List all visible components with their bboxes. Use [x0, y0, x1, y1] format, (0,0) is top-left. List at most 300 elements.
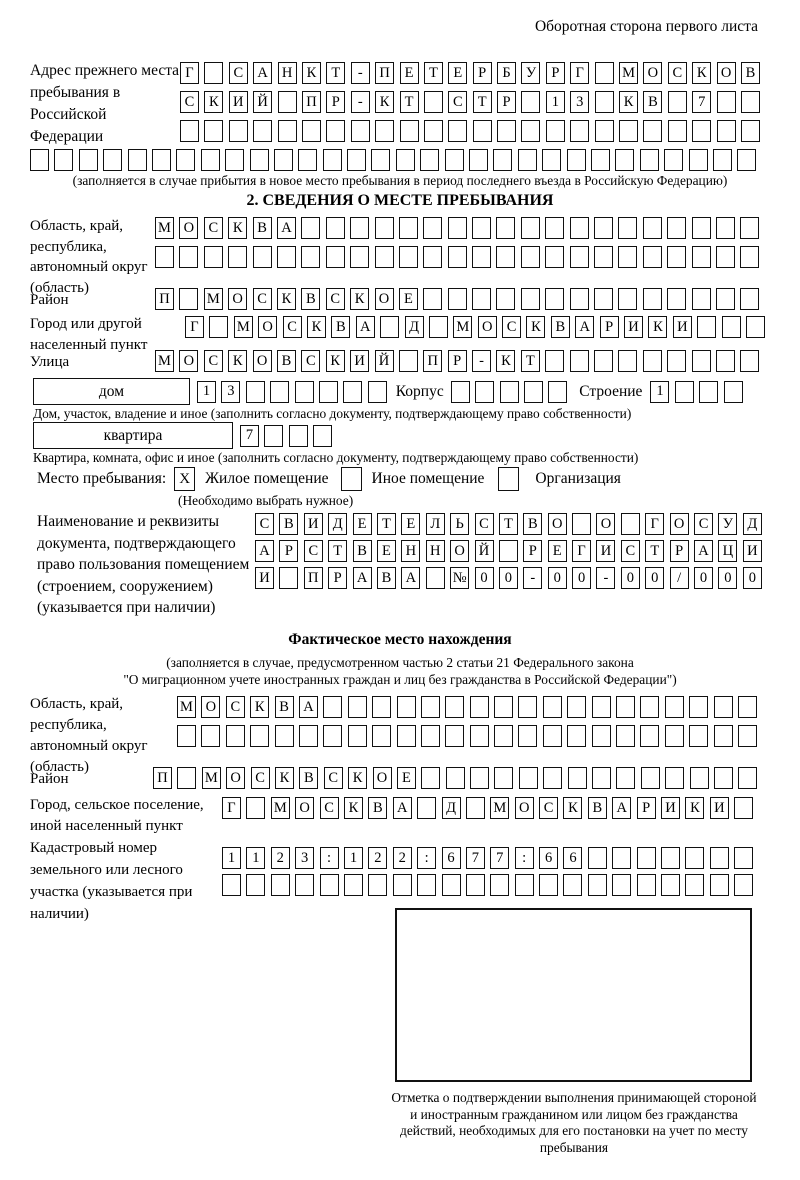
char-cell[interactable]	[103, 149, 122, 171]
char-cell[interactable]	[714, 725, 733, 747]
char-cell[interactable]	[692, 288, 711, 310]
char-cell[interactable]: С	[475, 513, 494, 535]
char-cell[interactable]	[594, 350, 613, 372]
char-cell[interactable]: О	[201, 696, 220, 718]
char-cell[interactable]	[204, 62, 223, 84]
char-cell[interactable]: Р	[279, 540, 298, 562]
char-cell[interactable]	[685, 847, 704, 869]
char-cell[interactable]	[640, 696, 659, 718]
char-cell[interactable]: К	[250, 696, 269, 718]
char-cell[interactable]	[500, 381, 519, 403]
char-cell[interactable]: Т	[400, 91, 419, 113]
char-cell[interactable]	[201, 725, 220, 747]
char-cell[interactable]: М	[453, 316, 472, 338]
char-cell[interactable]: 0	[475, 567, 494, 589]
char-cell[interactable]: В	[275, 696, 294, 718]
char-cell[interactable]	[344, 874, 363, 896]
char-cell[interactable]: М	[202, 767, 221, 789]
char-cell[interactable]: В	[299, 767, 318, 789]
char-cell[interactable]	[543, 725, 562, 747]
char-cell[interactable]	[667, 217, 686, 239]
char-cell[interactable]	[473, 120, 492, 142]
char-cell[interactable]	[563, 874, 582, 896]
char-cell[interactable]: А	[353, 567, 372, 589]
char-cell[interactable]	[724, 381, 743, 403]
char-cell[interactable]	[470, 696, 489, 718]
char-cell[interactable]: 2	[393, 847, 412, 869]
char-cell[interactable]	[424, 91, 443, 113]
char-cell[interactable]	[397, 725, 416, 747]
char-cell[interactable]	[180, 120, 199, 142]
char-cell[interactable]	[313, 425, 332, 447]
char-cell[interactable]	[612, 874, 631, 896]
char-cell[interactable]	[299, 725, 318, 747]
char-cell[interactable]: Р	[637, 797, 656, 819]
char-cell[interactable]	[380, 316, 399, 338]
char-cell[interactable]: К	[228, 217, 247, 239]
char-cell[interactable]	[570, 120, 589, 142]
char-cell[interactable]: М	[619, 62, 638, 84]
stay-type-organization-checkbox[interactable]	[498, 467, 519, 491]
char-cell[interactable]	[710, 847, 729, 869]
char-cell[interactable]: С	[226, 696, 245, 718]
char-cell[interactable]	[326, 217, 345, 239]
char-cell[interactable]	[228, 246, 247, 268]
char-cell[interactable]	[667, 288, 686, 310]
char-cell[interactable]	[209, 316, 228, 338]
char-cell[interactable]	[472, 288, 491, 310]
char-cell[interactable]	[424, 120, 443, 142]
char-cell[interactable]	[690, 767, 709, 789]
char-cell[interactable]	[445, 149, 464, 171]
char-cell[interactable]: С	[255, 513, 274, 535]
char-cell[interactable]	[246, 381, 265, 403]
char-cell[interactable]: Д	[743, 513, 762, 535]
char-cell[interactable]: У	[521, 62, 540, 84]
char-cell[interactable]	[746, 316, 765, 338]
char-cell[interactable]	[592, 696, 611, 718]
char-cell[interactable]: О	[548, 513, 567, 535]
char-cell[interactable]	[692, 120, 711, 142]
char-cell[interactable]	[490, 874, 509, 896]
char-cell[interactable]: С	[180, 91, 199, 113]
char-cell[interactable]: И	[304, 513, 323, 535]
char-cell[interactable]: К	[685, 797, 704, 819]
char-cell[interactable]: 0	[572, 567, 591, 589]
char-cell[interactable]	[713, 149, 732, 171]
char-cell[interactable]: :	[515, 847, 534, 869]
char-cell[interactable]: И	[743, 540, 762, 562]
char-cell[interactable]: И	[255, 567, 274, 589]
char-cell[interactable]: С	[204, 217, 223, 239]
char-cell[interactable]: К	[692, 62, 711, 84]
char-cell[interactable]: О	[515, 797, 534, 819]
char-cell[interactable]: Е	[448, 62, 467, 84]
char-cell[interactable]	[570, 350, 589, 372]
char-cell[interactable]	[545, 246, 564, 268]
char-cell[interactable]	[279, 567, 298, 589]
char-cell[interactable]: М	[490, 797, 509, 819]
char-cell[interactable]	[737, 149, 756, 171]
char-cell[interactable]	[618, 246, 637, 268]
char-cell[interactable]	[539, 874, 558, 896]
char-cell[interactable]	[421, 725, 440, 747]
char-cell[interactable]	[128, 149, 147, 171]
char-cell[interactable]: В	[377, 567, 396, 589]
char-cell[interactable]: О	[643, 62, 662, 84]
char-cell[interactable]	[741, 120, 760, 142]
char-cell[interactable]	[396, 149, 415, 171]
char-cell[interactable]: -	[472, 350, 491, 372]
char-cell[interactable]	[524, 381, 543, 403]
char-cell[interactable]: Д	[405, 316, 424, 338]
char-cell[interactable]	[618, 288, 637, 310]
char-cell[interactable]: О	[478, 316, 497, 338]
char-cell[interactable]: Т	[645, 540, 664, 562]
char-cell[interactable]: 0	[499, 567, 518, 589]
char-cell[interactable]: И	[673, 316, 692, 338]
char-cell[interactable]	[493, 149, 512, 171]
char-cell[interactable]: М	[234, 316, 253, 338]
char-cell[interactable]: И	[596, 540, 615, 562]
char-cell[interactable]	[665, 767, 684, 789]
char-cell[interactable]: Е	[377, 540, 396, 562]
char-cell[interactable]: О	[717, 62, 736, 84]
char-cell[interactable]: А	[277, 217, 296, 239]
char-cell[interactable]: 2	[271, 847, 290, 869]
char-cell[interactable]: Д	[442, 797, 461, 819]
char-cell[interactable]: И	[229, 91, 248, 113]
char-cell[interactable]	[616, 767, 635, 789]
char-cell[interactable]	[570, 217, 589, 239]
char-cell[interactable]	[661, 874, 680, 896]
char-cell[interactable]: С	[326, 288, 345, 310]
char-cell[interactable]	[277, 246, 296, 268]
char-cell[interactable]	[618, 350, 637, 372]
char-cell[interactable]	[543, 767, 562, 789]
char-cell[interactable]	[545, 217, 564, 239]
char-cell[interactable]	[615, 149, 634, 171]
char-cell[interactable]: О	[375, 288, 394, 310]
char-cell[interactable]: К	[563, 797, 582, 819]
char-cell[interactable]: :	[320, 847, 339, 869]
char-cell[interactable]	[612, 847, 631, 869]
char-cell[interactable]: М	[155, 350, 174, 372]
char-cell[interactable]: С	[694, 513, 713, 535]
char-cell[interactable]	[417, 874, 436, 896]
char-cell[interactable]: Г	[645, 513, 664, 535]
char-cell[interactable]: А	[694, 540, 713, 562]
char-cell[interactable]	[542, 149, 561, 171]
char-cell[interactable]: 7	[692, 91, 711, 113]
char-cell[interactable]: Б	[497, 62, 516, 84]
char-cell[interactable]: О	[373, 767, 392, 789]
char-cell[interactable]	[30, 149, 49, 171]
char-cell[interactable]: Н	[401, 540, 420, 562]
char-cell[interactable]: Т	[328, 540, 347, 562]
char-cell[interactable]	[548, 381, 567, 403]
char-cell[interactable]: Е	[353, 513, 372, 535]
char-cell[interactable]	[643, 288, 662, 310]
char-cell[interactable]: М	[177, 696, 196, 718]
char-cell[interactable]: А	[401, 567, 420, 589]
char-cell[interactable]: В	[551, 316, 570, 338]
char-cell[interactable]	[350, 217, 369, 239]
char-cell[interactable]: И	[710, 797, 729, 819]
char-cell[interactable]	[496, 217, 515, 239]
char-cell[interactable]	[442, 874, 461, 896]
char-cell[interactable]: О	[295, 797, 314, 819]
char-cell[interactable]: В	[588, 797, 607, 819]
char-cell[interactable]: П	[155, 288, 174, 310]
char-cell[interactable]	[545, 350, 564, 372]
char-cell[interactable]	[740, 350, 759, 372]
char-cell[interactable]: Е	[548, 540, 567, 562]
char-cell[interactable]: Р	[670, 540, 689, 562]
char-cell[interactable]: С	[539, 797, 558, 819]
char-cell[interactable]: К	[302, 62, 321, 84]
char-cell[interactable]	[594, 217, 613, 239]
char-cell[interactable]	[400, 120, 419, 142]
char-cell[interactable]	[301, 217, 320, 239]
char-cell[interactable]	[714, 696, 733, 718]
char-cell[interactable]: В	[523, 513, 542, 535]
char-cell[interactable]	[271, 874, 290, 896]
char-cell[interactable]: К	[619, 91, 638, 113]
char-cell[interactable]: Т	[521, 350, 540, 372]
char-cell[interactable]	[79, 149, 98, 171]
char-cell[interactable]: О	[228, 288, 247, 310]
char-cell[interactable]: 1	[650, 381, 669, 403]
char-cell[interactable]: Н	[278, 62, 297, 84]
char-cell[interactable]	[420, 149, 439, 171]
char-cell[interactable]	[595, 62, 614, 84]
char-cell[interactable]: 1	[197, 381, 216, 403]
char-cell[interactable]: И	[661, 797, 680, 819]
char-cell[interactable]: Е	[399, 288, 418, 310]
char-cell[interactable]	[643, 217, 662, 239]
char-cell[interactable]	[592, 725, 611, 747]
char-cell[interactable]	[397, 696, 416, 718]
char-cell[interactable]: Е	[400, 62, 419, 84]
char-cell[interactable]: -	[596, 567, 615, 589]
char-cell[interactable]: С	[304, 540, 323, 562]
char-cell[interactable]	[301, 246, 320, 268]
char-cell[interactable]	[152, 149, 171, 171]
char-cell[interactable]	[734, 847, 753, 869]
char-cell[interactable]	[399, 217, 418, 239]
char-cell[interactable]: С	[253, 288, 272, 310]
char-cell[interactable]	[448, 120, 467, 142]
char-cell[interactable]	[567, 149, 586, 171]
char-cell[interactable]	[421, 696, 440, 718]
char-cell[interactable]: П	[153, 767, 172, 789]
char-cell[interactable]	[323, 149, 342, 171]
char-cell[interactable]	[717, 91, 736, 113]
char-cell[interactable]	[716, 350, 735, 372]
char-cell[interactable]: К	[350, 288, 369, 310]
char-cell[interactable]	[664, 149, 683, 171]
char-cell[interactable]: Й	[375, 350, 394, 372]
char-cell[interactable]	[521, 120, 540, 142]
char-cell[interactable]: К	[326, 350, 345, 372]
char-cell[interactable]: О	[179, 217, 198, 239]
char-cell[interactable]	[368, 874, 387, 896]
char-cell[interactable]	[572, 513, 591, 535]
char-cell[interactable]	[591, 149, 610, 171]
char-cell[interactable]: Н	[426, 540, 445, 562]
char-cell[interactable]	[734, 874, 753, 896]
char-cell[interactable]	[637, 874, 656, 896]
char-cell[interactable]: А	[356, 316, 375, 338]
char-cell[interactable]	[570, 288, 589, 310]
char-cell[interactable]: М	[271, 797, 290, 819]
char-cell[interactable]	[717, 120, 736, 142]
char-cell[interactable]: Р	[328, 567, 347, 589]
char-cell[interactable]	[229, 120, 248, 142]
char-cell[interactable]: В	[741, 62, 760, 84]
char-cell[interactable]	[323, 696, 342, 718]
char-cell[interactable]: А	[299, 696, 318, 718]
char-cell[interactable]	[253, 120, 272, 142]
char-cell[interactable]	[469, 149, 488, 171]
char-cell[interactable]	[278, 91, 297, 113]
char-cell[interactable]: 0	[548, 567, 567, 589]
char-cell[interactable]	[176, 149, 195, 171]
char-cell[interactable]	[640, 149, 659, 171]
char-cell[interactable]: Ь	[450, 513, 469, 535]
char-cell[interactable]	[710, 874, 729, 896]
char-cell[interactable]	[716, 246, 735, 268]
char-cell[interactable]: Й	[475, 540, 494, 562]
char-cell[interactable]: В	[253, 217, 272, 239]
char-cell[interactable]	[497, 120, 516, 142]
char-cell[interactable]	[246, 874, 265, 896]
char-cell[interactable]	[351, 120, 370, 142]
char-cell[interactable]	[697, 316, 716, 338]
char-cell[interactable]	[347, 149, 366, 171]
char-cell[interactable]	[295, 874, 314, 896]
char-cell[interactable]	[714, 767, 733, 789]
char-cell[interactable]	[448, 217, 467, 239]
char-cell[interactable]	[204, 246, 223, 268]
char-cell[interactable]: 7	[490, 847, 509, 869]
char-cell[interactable]: К	[204, 91, 223, 113]
char-cell[interactable]: К	[277, 288, 296, 310]
char-cell[interactable]	[567, 725, 586, 747]
char-cell[interactable]: А	[575, 316, 594, 338]
char-cell[interactable]	[519, 767, 538, 789]
char-cell[interactable]	[326, 246, 345, 268]
char-cell[interactable]	[515, 874, 534, 896]
char-cell[interactable]: Р	[497, 91, 516, 113]
char-cell[interactable]: 1	[546, 91, 565, 113]
char-cell[interactable]: В	[331, 316, 350, 338]
char-cell[interactable]: С	[301, 350, 320, 372]
char-cell[interactable]	[399, 246, 418, 268]
char-cell[interactable]: Т	[473, 91, 492, 113]
char-cell[interactable]: Г	[185, 316, 204, 338]
char-cell[interactable]: Е	[401, 513, 420, 535]
char-cell[interactable]	[496, 288, 515, 310]
char-cell[interactable]: К	[275, 767, 294, 789]
char-cell[interactable]: К	[348, 767, 367, 789]
char-cell[interactable]	[546, 120, 565, 142]
char-cell[interactable]: 3	[570, 91, 589, 113]
char-cell[interactable]: Р	[326, 91, 345, 113]
char-cell[interactable]: С	[621, 540, 640, 562]
char-cell[interactable]	[699, 381, 718, 403]
char-cell[interactable]	[204, 120, 223, 142]
char-cell[interactable]	[298, 149, 317, 171]
char-cell[interactable]	[275, 725, 294, 747]
char-cell[interactable]	[155, 246, 174, 268]
char-cell[interactable]: С	[229, 62, 248, 84]
char-cell[interactable]: Р	[546, 62, 565, 84]
char-cell[interactable]	[661, 847, 680, 869]
char-cell[interactable]: О	[450, 540, 469, 562]
char-cell[interactable]	[472, 246, 491, 268]
char-cell[interactable]	[323, 725, 342, 747]
char-cell[interactable]	[426, 567, 445, 589]
char-cell[interactable]	[302, 120, 321, 142]
char-cell[interactable]	[295, 381, 314, 403]
char-cell[interactable]: -	[351, 62, 370, 84]
char-cell[interactable]	[545, 288, 564, 310]
char-cell[interactable]: К	[307, 316, 326, 338]
char-cell[interactable]: С	[251, 767, 270, 789]
char-cell[interactable]: Т	[326, 62, 345, 84]
char-cell[interactable]: Л	[426, 513, 445, 535]
char-cell[interactable]: №	[450, 567, 469, 589]
char-cell[interactable]: 6	[442, 847, 461, 869]
char-cell[interactable]	[685, 874, 704, 896]
char-cell[interactable]: Г	[570, 62, 589, 84]
char-cell[interactable]	[643, 120, 662, 142]
char-cell[interactable]	[567, 696, 586, 718]
char-cell[interactable]	[289, 425, 308, 447]
char-cell[interactable]	[466, 797, 485, 819]
char-cell[interactable]	[738, 696, 757, 718]
char-cell[interactable]	[689, 725, 708, 747]
char-cell[interactable]: У	[718, 513, 737, 535]
char-cell[interactable]: 0	[743, 567, 762, 589]
char-cell[interactable]	[499, 540, 518, 562]
char-cell[interactable]	[475, 381, 494, 403]
char-cell[interactable]: С	[324, 767, 343, 789]
char-cell[interactable]: О	[670, 513, 689, 535]
char-cell[interactable]	[640, 725, 659, 747]
char-cell[interactable]	[253, 246, 272, 268]
char-cell[interactable]: В	[643, 91, 662, 113]
char-cell[interactable]: 2	[368, 847, 387, 869]
char-cell[interactable]	[226, 725, 245, 747]
char-cell[interactable]: С	[502, 316, 521, 338]
char-cell[interactable]	[375, 246, 394, 268]
char-cell[interactable]: Г	[222, 797, 241, 819]
char-cell[interactable]	[618, 217, 637, 239]
char-cell[interactable]: 1	[222, 847, 241, 869]
char-cell[interactable]: 0	[645, 567, 664, 589]
char-cell[interactable]: К	[228, 350, 247, 372]
char-cell[interactable]: С	[204, 350, 223, 372]
char-cell[interactable]	[518, 725, 537, 747]
char-cell[interactable]: П	[302, 91, 321, 113]
char-cell[interactable]	[740, 288, 759, 310]
char-cell[interactable]	[177, 725, 196, 747]
char-cell[interactable]: С	[668, 62, 687, 84]
char-cell[interactable]	[417, 797, 436, 819]
